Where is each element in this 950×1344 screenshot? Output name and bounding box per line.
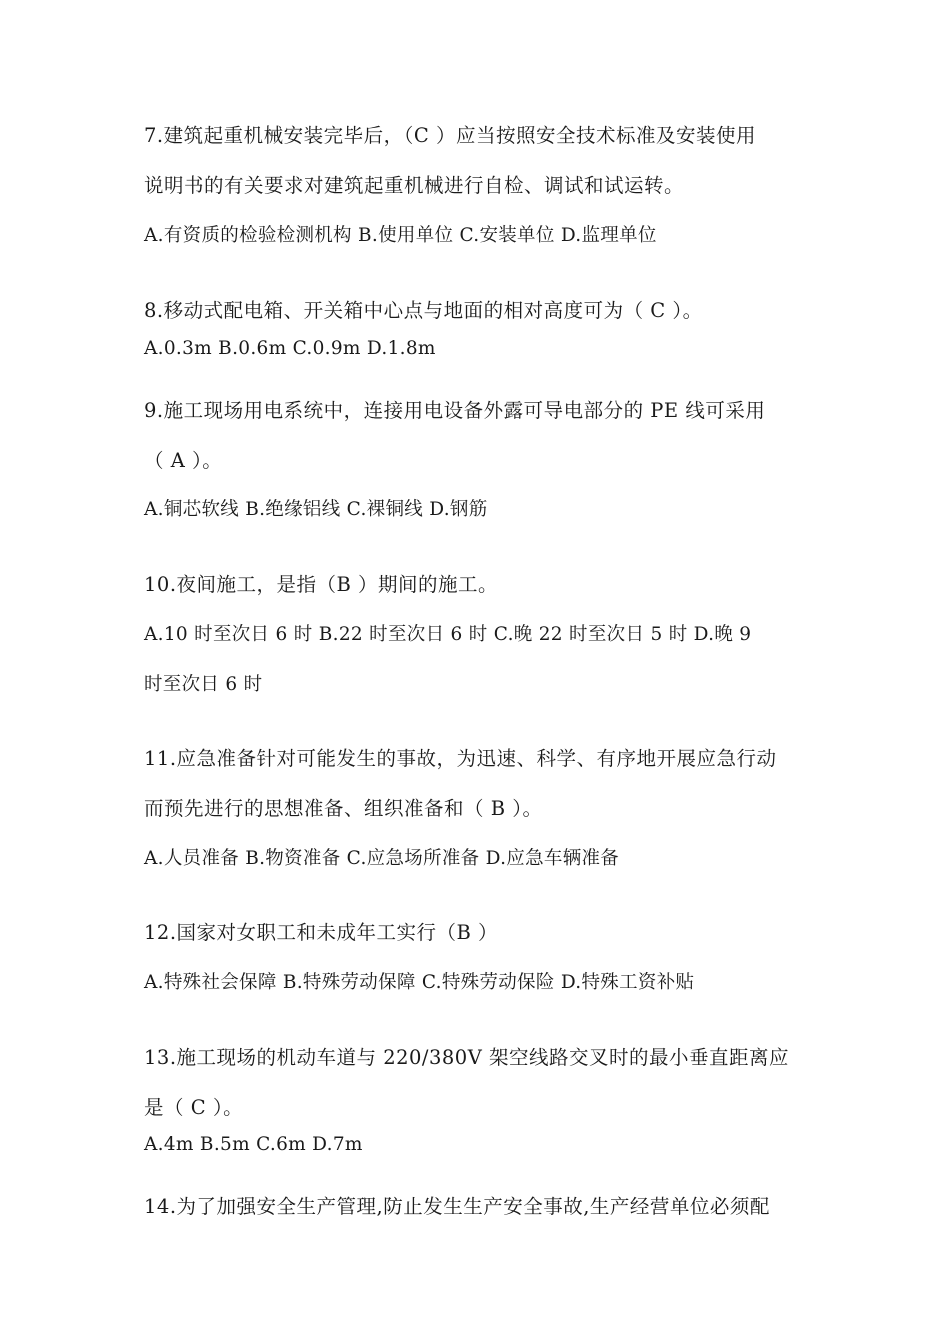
question-11-stem-line-1: 11.应急准备针对可能发生的事故，为迅速、科学、有序地开展应急行动 (144, 747, 777, 770)
question-11-options: A.人员准备 B.物资准备 C.应急场所准备 D.应急车辆准备 (144, 848, 620, 869)
question-12-stem: 12.国家对女职工和未成年工实行（B ） (144, 921, 499, 944)
question-7-stem-line-2: 说明书的有关要求对建筑起重机械进行自检、调试和试运转。 (144, 174, 685, 197)
question-13-options: A.4m B.5m C.6m D.7m (144, 1134, 363, 1155)
question-7-stem-line-1: 7.建筑起重机械安装完毕后，（C ）应当按照安全技术标准及安装使用 (144, 124, 756, 147)
question-13-stem-line-1: 13.施工现场的机动车道与 220/380V 架空线路交叉时的最小垂直距离应 (144, 1046, 789, 1069)
question-11-stem-line-2: 而预先进行的思想准备、组织准备和（ B ）。 (144, 797, 543, 820)
question-12-options: A.特殊社会保障 B.特殊劳动保障 C.特殊劳动保险 D.特殊工资补贴 (144, 972, 695, 993)
question-10-stem: 10.夜间施工，是指（B ）期间的施工。 (144, 573, 499, 596)
question-8-stem: 8.移动式配电箱、开关箱中心点与地面的相对高度可为（ C ）。 (144, 299, 703, 322)
question-9-stem-line-1: 9.施工现场用电系统中，连接用电设备外露可导电部分的 PE 线可采用 (144, 399, 766, 422)
question-9-stem-line-2: （ A ）。 (144, 449, 223, 472)
question-14-stem: 14.为了加强安全生产管理,防止发生生产安全事故,生产经营单位必须配 (144, 1195, 770, 1218)
question-10-options-line-1: A.10 时至次日 6 时 B.22 时至次日 6 时 C.晚 22 时至次日 5 时 D.晚 9 (144, 624, 752, 645)
question-7-options: A.有资质的检验检测机构 B.使用单位 C.安装单位 D.监理单位 (144, 225, 657, 246)
question-13-stem-line-2: 是（ C ）。 (144, 1096, 244, 1119)
question-9-options: A.铜芯软线 B.绝缘铝线 C.裸铜线 D.钢筋 (144, 499, 488, 520)
question-10-options-line-2: 时至次日 6 时 (144, 674, 263, 695)
question-8-options: A.0.3m B.0.6m C.0.9m D.1.8m (144, 338, 436, 359)
